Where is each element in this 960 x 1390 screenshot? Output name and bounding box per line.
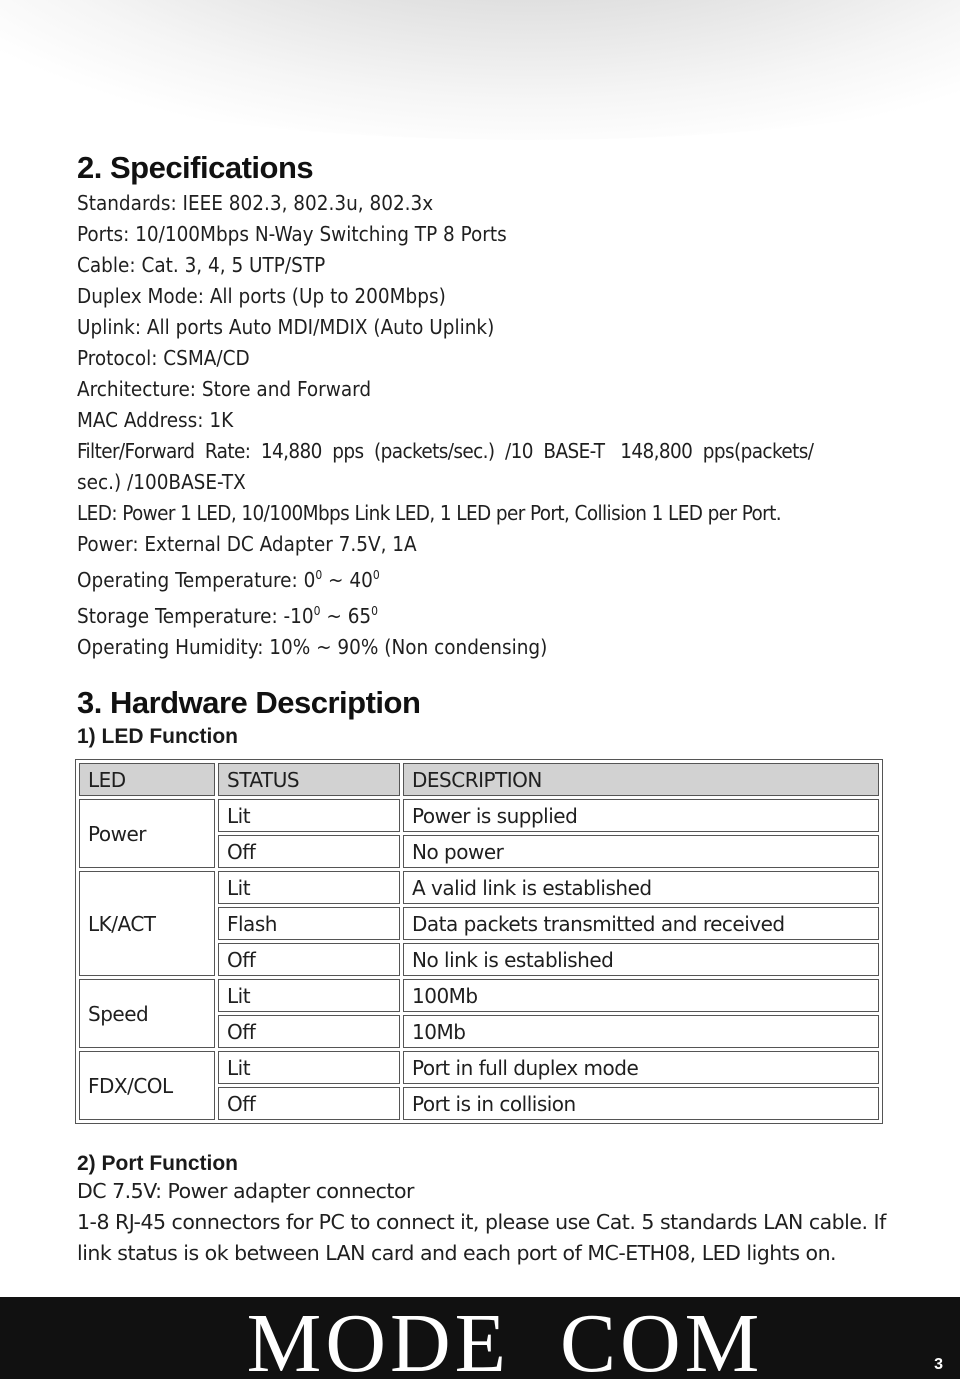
description-cell: Power is supplied: [403, 799, 879, 832]
description-cell: A valid link is established: [403, 871, 879, 904]
led-function-table: [75, 759, 883, 1124]
spec-item-operating-temperature: [77, 560, 887, 596]
led-name-cell: LK/ACT: [79, 871, 215, 976]
spec-item: Duplex Mode: All ports (Up to 200Mbps): [77, 284, 446, 308]
description-cell: Data packets transmitted and received: [403, 907, 879, 940]
degree-superscript: 0: [315, 568, 323, 582]
status-cell: Lit: [218, 979, 400, 1012]
spec-item: Ports: 10/100Mbps N-Way Switching TP 8 Ports: [77, 222, 507, 246]
status-cell: Off: [218, 835, 400, 868]
specifications-list: [77, 188, 887, 663]
port-line: 1-8 RJ-45 connectors for PC to connect it, please use Cat. 5 standards LAN cable. If: [77, 1210, 886, 1234]
port-line: link status is ok between LAN card and each port of MC-ETH08, LED lights on.: [77, 1241, 837, 1265]
spec-item: Uplink: All ports Auto MDI/MDIX (Auto Uplink): [77, 315, 495, 339]
description-cell: Port is in collision: [403, 1087, 879, 1120]
status-cell: Off: [218, 1087, 400, 1120]
led-function-heading: 1) LED Function: [77, 725, 238, 748]
page-number: 3: [934, 1356, 943, 1373]
table-row: [79, 799, 879, 832]
spec-item: Architecture: Store and Forward: [77, 377, 372, 401]
degree-superscript: 0: [372, 568, 380, 582]
status-cell: Flash: [218, 907, 400, 940]
temp-range: ~ 40: [322, 568, 373, 592]
spec-item-text: Filter/Forward Rate: 14,880 pps (packets/sec.) /10 BASE-T 148,800 pps(packets/: [77, 439, 814, 463]
led-name-cell: Speed: [79, 979, 215, 1048]
header-status: STATUS: [218, 763, 400, 796]
specifications-heading: 2. Specifications: [77, 150, 314, 185]
spec-item: [77, 498, 887, 529]
hardware-heading: 3. Hardware Description: [77, 685, 421, 720]
table-row: [79, 871, 879, 904]
temp-label: Storage Temperature: -10: [77, 604, 314, 628]
description-cell: No link is established: [403, 943, 879, 976]
degree-superscript: 0: [371, 604, 379, 618]
degree-superscript: 0: [313, 604, 321, 618]
temp-label: Operating Temperature: 0: [77, 568, 316, 592]
status-cell: Lit: [218, 799, 400, 832]
led-name-cell: FDX/COL: [79, 1051, 215, 1120]
port-line: DC 7.5V: Power adapter connector: [77, 1179, 414, 1203]
spec-item: Power: External DC Adapter 7.5V, 1A: [77, 532, 417, 556]
table-header-row: [79, 763, 879, 796]
port-function-heading: 2) Port Function: [77, 1152, 238, 1175]
spec-item: Standards: IEEE 802.3, 802.3u, 802.3x: [77, 191, 434, 215]
status-cell: Lit: [218, 1051, 400, 1084]
spec-item-humidity: Operating Humidity: 10% ~ 90% (Non condensing): [77, 635, 548, 659]
led-name-cell: Power: [79, 799, 215, 868]
status-cell: Off: [218, 943, 400, 976]
status-cell: Lit: [218, 871, 400, 904]
brand-logo: MODE COM: [246, 1297, 764, 1390]
spec-item-storage-temperature: [77, 596, 887, 632]
spec-item-text: LED: Power 1 LED, 10/100Mbps Link LED, 1 LED per Port, Collision 1 LED per Port.: [77, 501, 782, 525]
header-description: DESCRIPTION: [403, 763, 879, 796]
page-content: [77, 150, 887, 1269]
spec-item: Protocol: CSMA/CD: [77, 346, 250, 370]
description-cell: No power: [403, 835, 879, 868]
spec-item: MAC Address: 1K: [77, 408, 234, 432]
table-row: [79, 979, 879, 1012]
spec-item: [77, 436, 887, 467]
header-led: LED: [79, 763, 215, 796]
table-row: [79, 1051, 879, 1084]
description-cell: 100Mb: [403, 979, 879, 1012]
header-swoosh-decoration: [0, 0, 960, 140]
temp-range: ~ 65: [320, 604, 372, 628]
spec-item: sec.) /100BASE-TX: [77, 470, 246, 494]
description-cell: 10Mb: [403, 1015, 879, 1048]
status-cell: Off: [218, 1015, 400, 1048]
spec-item: Cable: Cat. 3, 4, 5 UTP/STP: [77, 253, 326, 277]
description-cell: Port in full duplex mode: [403, 1051, 879, 1084]
